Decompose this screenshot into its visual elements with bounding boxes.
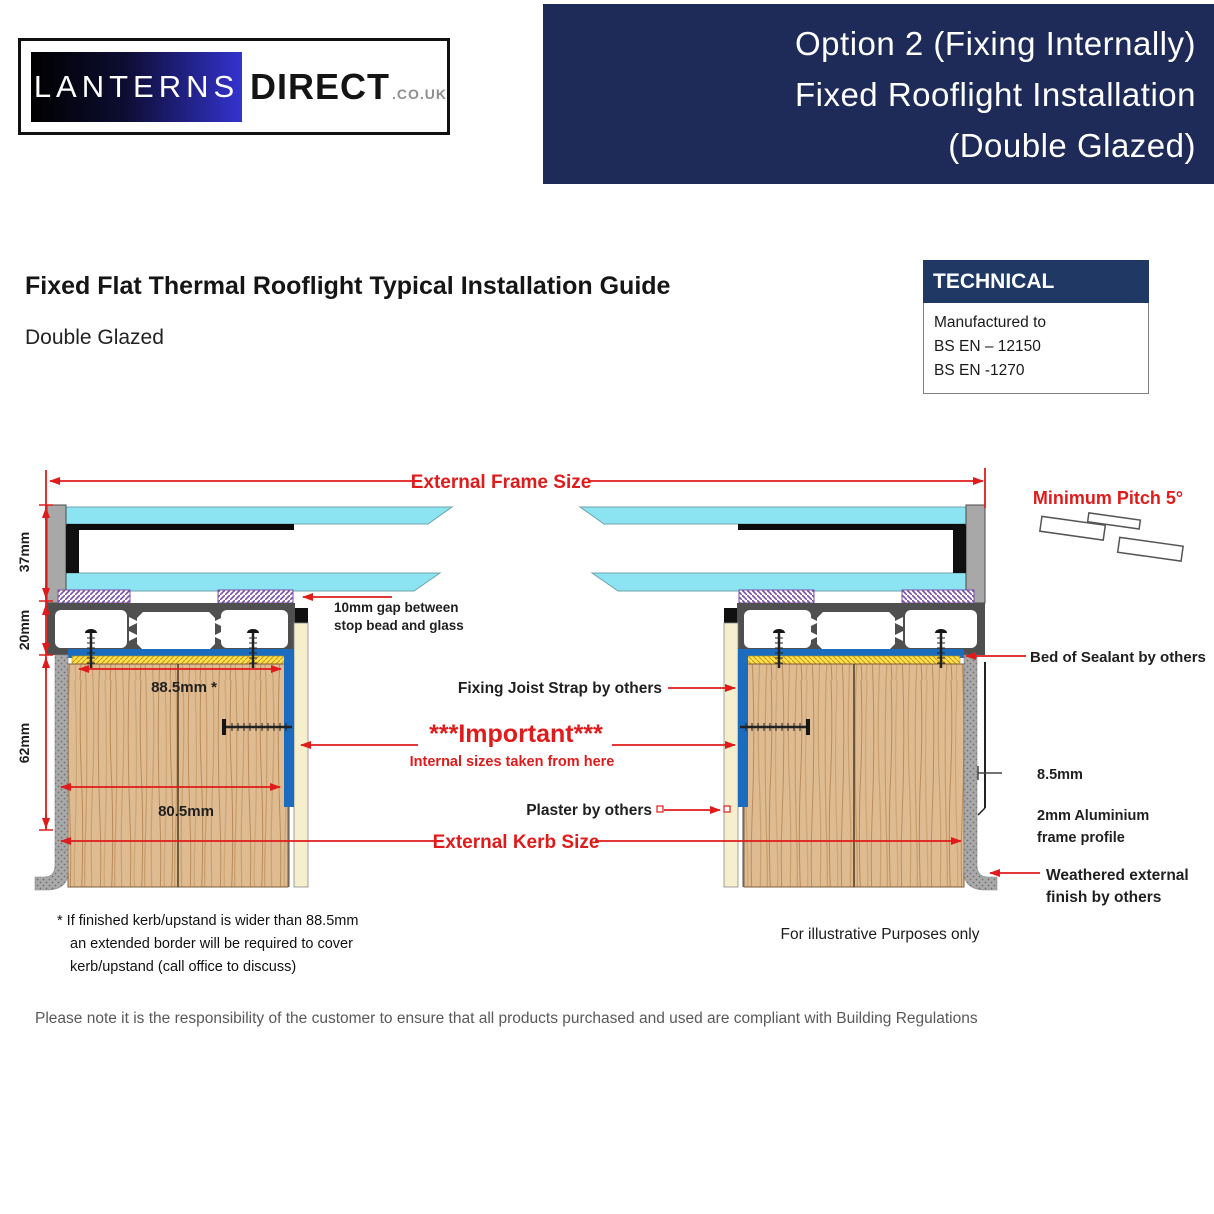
label-external-kerb-size: External Kerb Size (432, 832, 600, 853)
plaster-callout (526, 802, 730, 819)
label-20mm: 20mm (16, 609, 32, 651)
important-callout (301, 720, 735, 770)
minimum-pitch-callout (1033, 488, 1186, 561)
header-line-2: Fixed Rooflight Installation (794, 76, 1196, 113)
page-title: Fixed Flat Thermal Rooflight Typical Installation Guide (25, 272, 671, 300)
right-cross-section (580, 505, 997, 890)
label-gap-line2: stop bead and glass (334, 618, 464, 633)
building-regulations-disclaimer: Please note it is the responsibility of the customer to ensure that all products purchased and used are compliant with Building Regulations (35, 1010, 978, 1027)
fixing-joist-callout (458, 680, 735, 697)
kerb-footnote (57, 910, 358, 979)
kerb-footnote-line-2: an extended border will be required to cover (70, 936, 353, 952)
page-subtitle: Double Glazed (25, 326, 164, 349)
label-alu-profile-2: frame profile (1037, 830, 1125, 846)
label-minimum-pitch: Minimum Pitch 5° (1032, 488, 1184, 508)
technical-body (923, 303, 1149, 394)
sealant-callout (966, 649, 1206, 666)
technical-line-2: BS EN – 12150 (934, 338, 1041, 355)
alu-profile-callout (978, 662, 1149, 846)
logo-direct-text: DIRECT (250, 65, 390, 107)
technical-line-1: Manufactured to (934, 314, 1047, 331)
label-37mm: 37mm (16, 531, 32, 573)
label-alu-profile-1: 2mm Aluminium (1037, 808, 1150, 824)
pitch-icon (1038, 506, 1185, 561)
label-weathered-1: Weathered external (1046, 867, 1189, 884)
header-line-1: Option 2 (Fixing Internally) (795, 25, 1196, 62)
technical-heading: TECHNICAL (923, 260, 1149, 303)
label-8-5mm: 8.5mm (1037, 767, 1083, 783)
label-bed-of-sealant: Bed of Sealant by others (1030, 649, 1206, 666)
label-external-frame-size: External Frame Size (410, 472, 592, 493)
logo-lanterns-text: LANTERNS (33, 68, 240, 104)
label-80-5mm: 80.5mm (158, 803, 214, 820)
label-important-note: Internal sizes taken from here (409, 754, 615, 770)
gap-callout (303, 597, 464, 633)
label-important: ***Important*** (429, 720, 603, 748)
kerb-footnote-line-3: kerb/upstand (call office to discuss) (70, 959, 297, 975)
header-line-3: (Double Glazed) (948, 127, 1196, 164)
label-weathered-2: finish by others (1046, 889, 1162, 906)
external-frame-size-dimension (50, 468, 985, 508)
label-88-5mm: 88.5mm * (151, 679, 217, 696)
lanterns-direct-logo (18, 38, 450, 135)
technical-line-3: BS EN -1270 (934, 362, 1025, 379)
label-62mm: 62mm (16, 722, 32, 764)
weathered-finish-callout (990, 867, 1189, 906)
technical-box (923, 260, 1149, 394)
page-header-banner (543, 4, 1214, 184)
logo-tld-text: .CO.UK (392, 85, 447, 102)
kerb-footnote-line-1: * If finished kerb/upstand is wider than 88.5mm (57, 913, 359, 929)
label-plaster: Plaster by others (526, 802, 652, 819)
left-cross-section (35, 505, 452, 890)
logo-gradient-box (31, 52, 242, 122)
illustrative-note: For illustrative Purposes only (780, 926, 980, 943)
label-fixing-joist: Fixing Joist Strap by others (457, 680, 662, 697)
label-gap-line1: 10mm gap between (334, 600, 459, 615)
